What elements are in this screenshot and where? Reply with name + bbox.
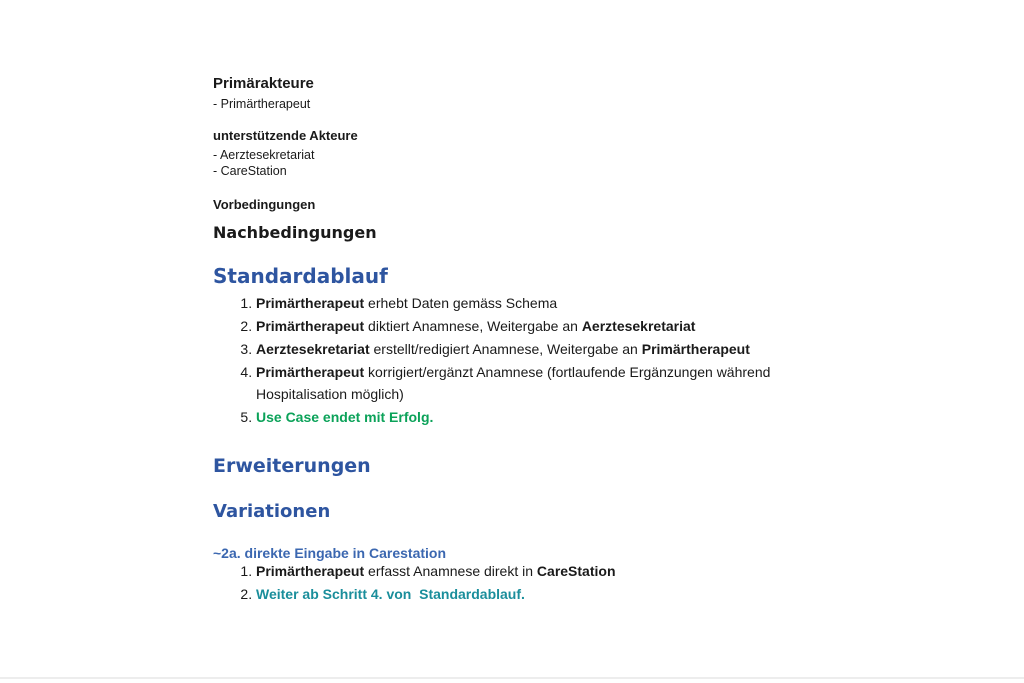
step-text: erfasst Anamnese direkt in	[364, 563, 537, 579]
variation-steps-list	[213, 560, 818, 605]
actor-name: Primärtherapeut	[256, 318, 365, 334]
postconditions-heading: Nachbedingungen	[213, 223, 377, 242]
step-text: erstellt/redigiert Anamnese, Weitergabe an	[369, 341, 642, 357]
step-text: erhebt Daten gemäss Schema	[364, 295, 558, 311]
success-end-text: Use Case endet mit Erfolg.	[256, 409, 434, 425]
flow-step-4	[256, 361, 818, 405]
actor-name: Aerztesekretariat	[581, 318, 696, 334]
actor-name: Primärtherapeut	[256, 295, 365, 311]
use-case-document	[213, 0, 818, 606]
standard-flow-list	[213, 292, 818, 428]
actor-name: Primärtherapeut	[256, 364, 365, 380]
supporting-actor-item: - CareStation	[213, 164, 287, 178]
page-break-line	[0, 677, 1024, 679]
actor-name: Primärtherapeut	[641, 341, 750, 357]
step-text: korrigiert/ergänzt Anamnese (fortlaufende Ergänzungen während Hospitalisation möglich)	[256, 364, 771, 402]
primary-actors-heading: Primärakteure	[213, 75, 314, 92]
actor-name: Primärtherapeut	[256, 563, 365, 579]
primary-actor-item: - Primärtherapeut	[213, 97, 311, 111]
system-name: CareStation	[536, 563, 616, 579]
extensions-heading: Erweiterungen	[213, 455, 371, 477]
flow-step-2	[256, 315, 818, 337]
variation-step-2	[256, 583, 818, 605]
actor-name: Aerztesekretariat	[256, 341, 370, 357]
standard-flow-heading: Standardablauf	[213, 264, 388, 288]
flow-step-5	[256, 406, 818, 428]
step-text: diktiert Anamnese, Weitergabe an	[364, 318, 582, 334]
variations-heading: Variationen	[213, 501, 331, 522]
flow-step-3	[256, 338, 818, 360]
goto-step-text: Weiter ab Schritt 4. von Standardablauf.	[256, 586, 525, 602]
preconditions-heading: Vorbedingungen	[213, 197, 316, 212]
variation-2a-heading: ~2a. direkte Eingabe in Carestation	[213, 545, 447, 561]
variation-step-1	[256, 560, 818, 582]
supporting-actors-heading: unterstützende Akteure	[213, 128, 358, 143]
supporting-actor-item: - Aerztesekretariat	[213, 148, 315, 162]
flow-step-1	[256, 292, 818, 314]
